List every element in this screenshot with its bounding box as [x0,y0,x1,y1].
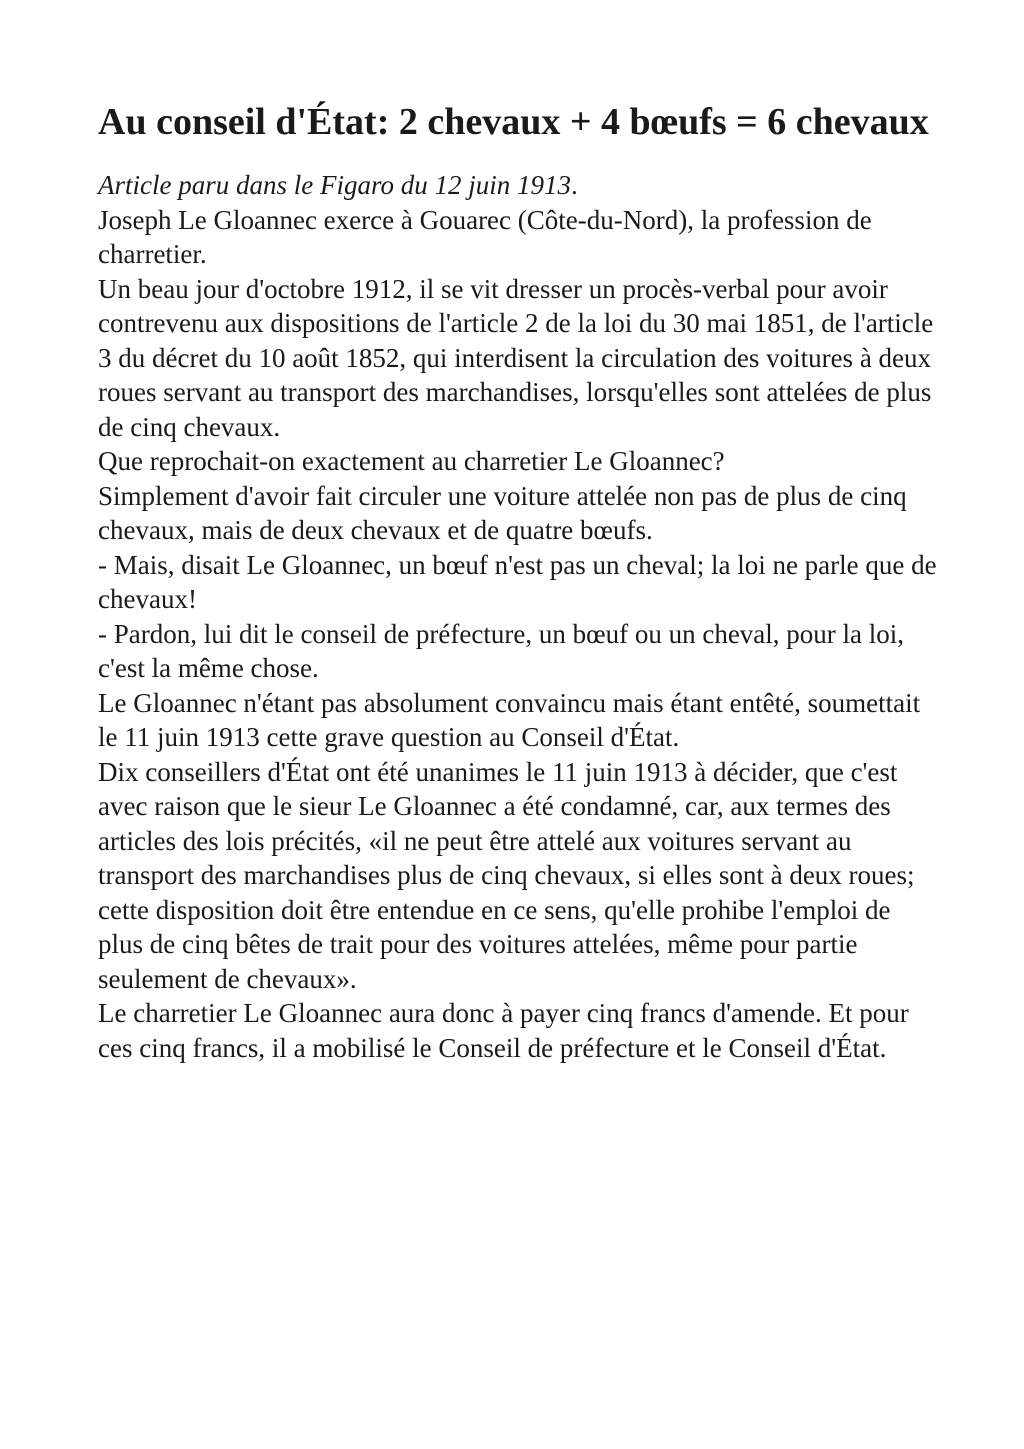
article-title: Au conseil d'État: 2 chevaux + 4 bœufs = 6 chevaux [98,101,929,143]
article-source-line [98,168,938,203]
paragraph-7: Le Gloannec n'étant pas absolument convaincu mais étant entêté, soumettait le 11 juin 1913 cette grave question au Conseil d'État. [98,687,921,752]
paragraph-9: Le charretier Le Gloannec aura donc à payer cinq francs d'amende. Et pour ces cinq francs, il a mobilisé le Conseil de préfecture et le Conseil d'État. [98,998,909,1063]
paragraph-8: Dix conseillers d'État ont été unanimes le 11 juin 1913 à décider, que c'est avec raison que le sieur Le Gloannec a été condamné, car, aux termes des articles des lois précités, «il ne peut être attelé aux voitures servant au transport des marchandises plus de cinq chevaux, si elles sont à deux roues; cette disposition doit être entendue en ce sens, qu'elle prohibe l'emploi de plus de cinq bêtes de trait pour des voitures attelées, même pour partie seulement de chevaux». [98,756,915,994]
article-body [98,168,938,1065]
paragraph-6: - Pardon, lui dit le conseil de préfecture, un bœuf ou un cheval, pour la loi, c'est la même chose. [98,618,905,683]
paragraph-4: Simplement d'avoir fait circuler une voiture attelée non pas de plus de cinq chevaux, mais de deux chevaux et de quatre bœufs. [98,480,907,545]
paragraph-5: - Mais, disait Le Gloannec, un bœuf n'est pas un cheval; la loi ne parle que de chevaux! [98,549,937,614]
article-source: Article paru dans le Figaro du 12 juin 1913 [98,170,571,200]
article [98,96,938,1065]
paragraph-3: Que reprochait-on exactement au charretier Le Gloannec? [98,446,725,476]
paragraph-1: Joseph Le Gloannec exerce à Gouarec (Côte-du-Nord), la profession de charretier. [98,204,872,269]
paragraph-2: Un beau jour d'octobre 1912, il se vit dresser un procès-verbal pour avoir contrevenu aux dispositions de l'article 2 de la loi du 30 mai 1851, de l'article 3 du décret du 10 août 1852, qui interdisent la circulation des voitures à deux roues servant au transport des marchandises, lorsqu'elles sont attelées de plus de cinq chevaux. [98,273,934,442]
article-source-punct: . [570,170,578,200]
